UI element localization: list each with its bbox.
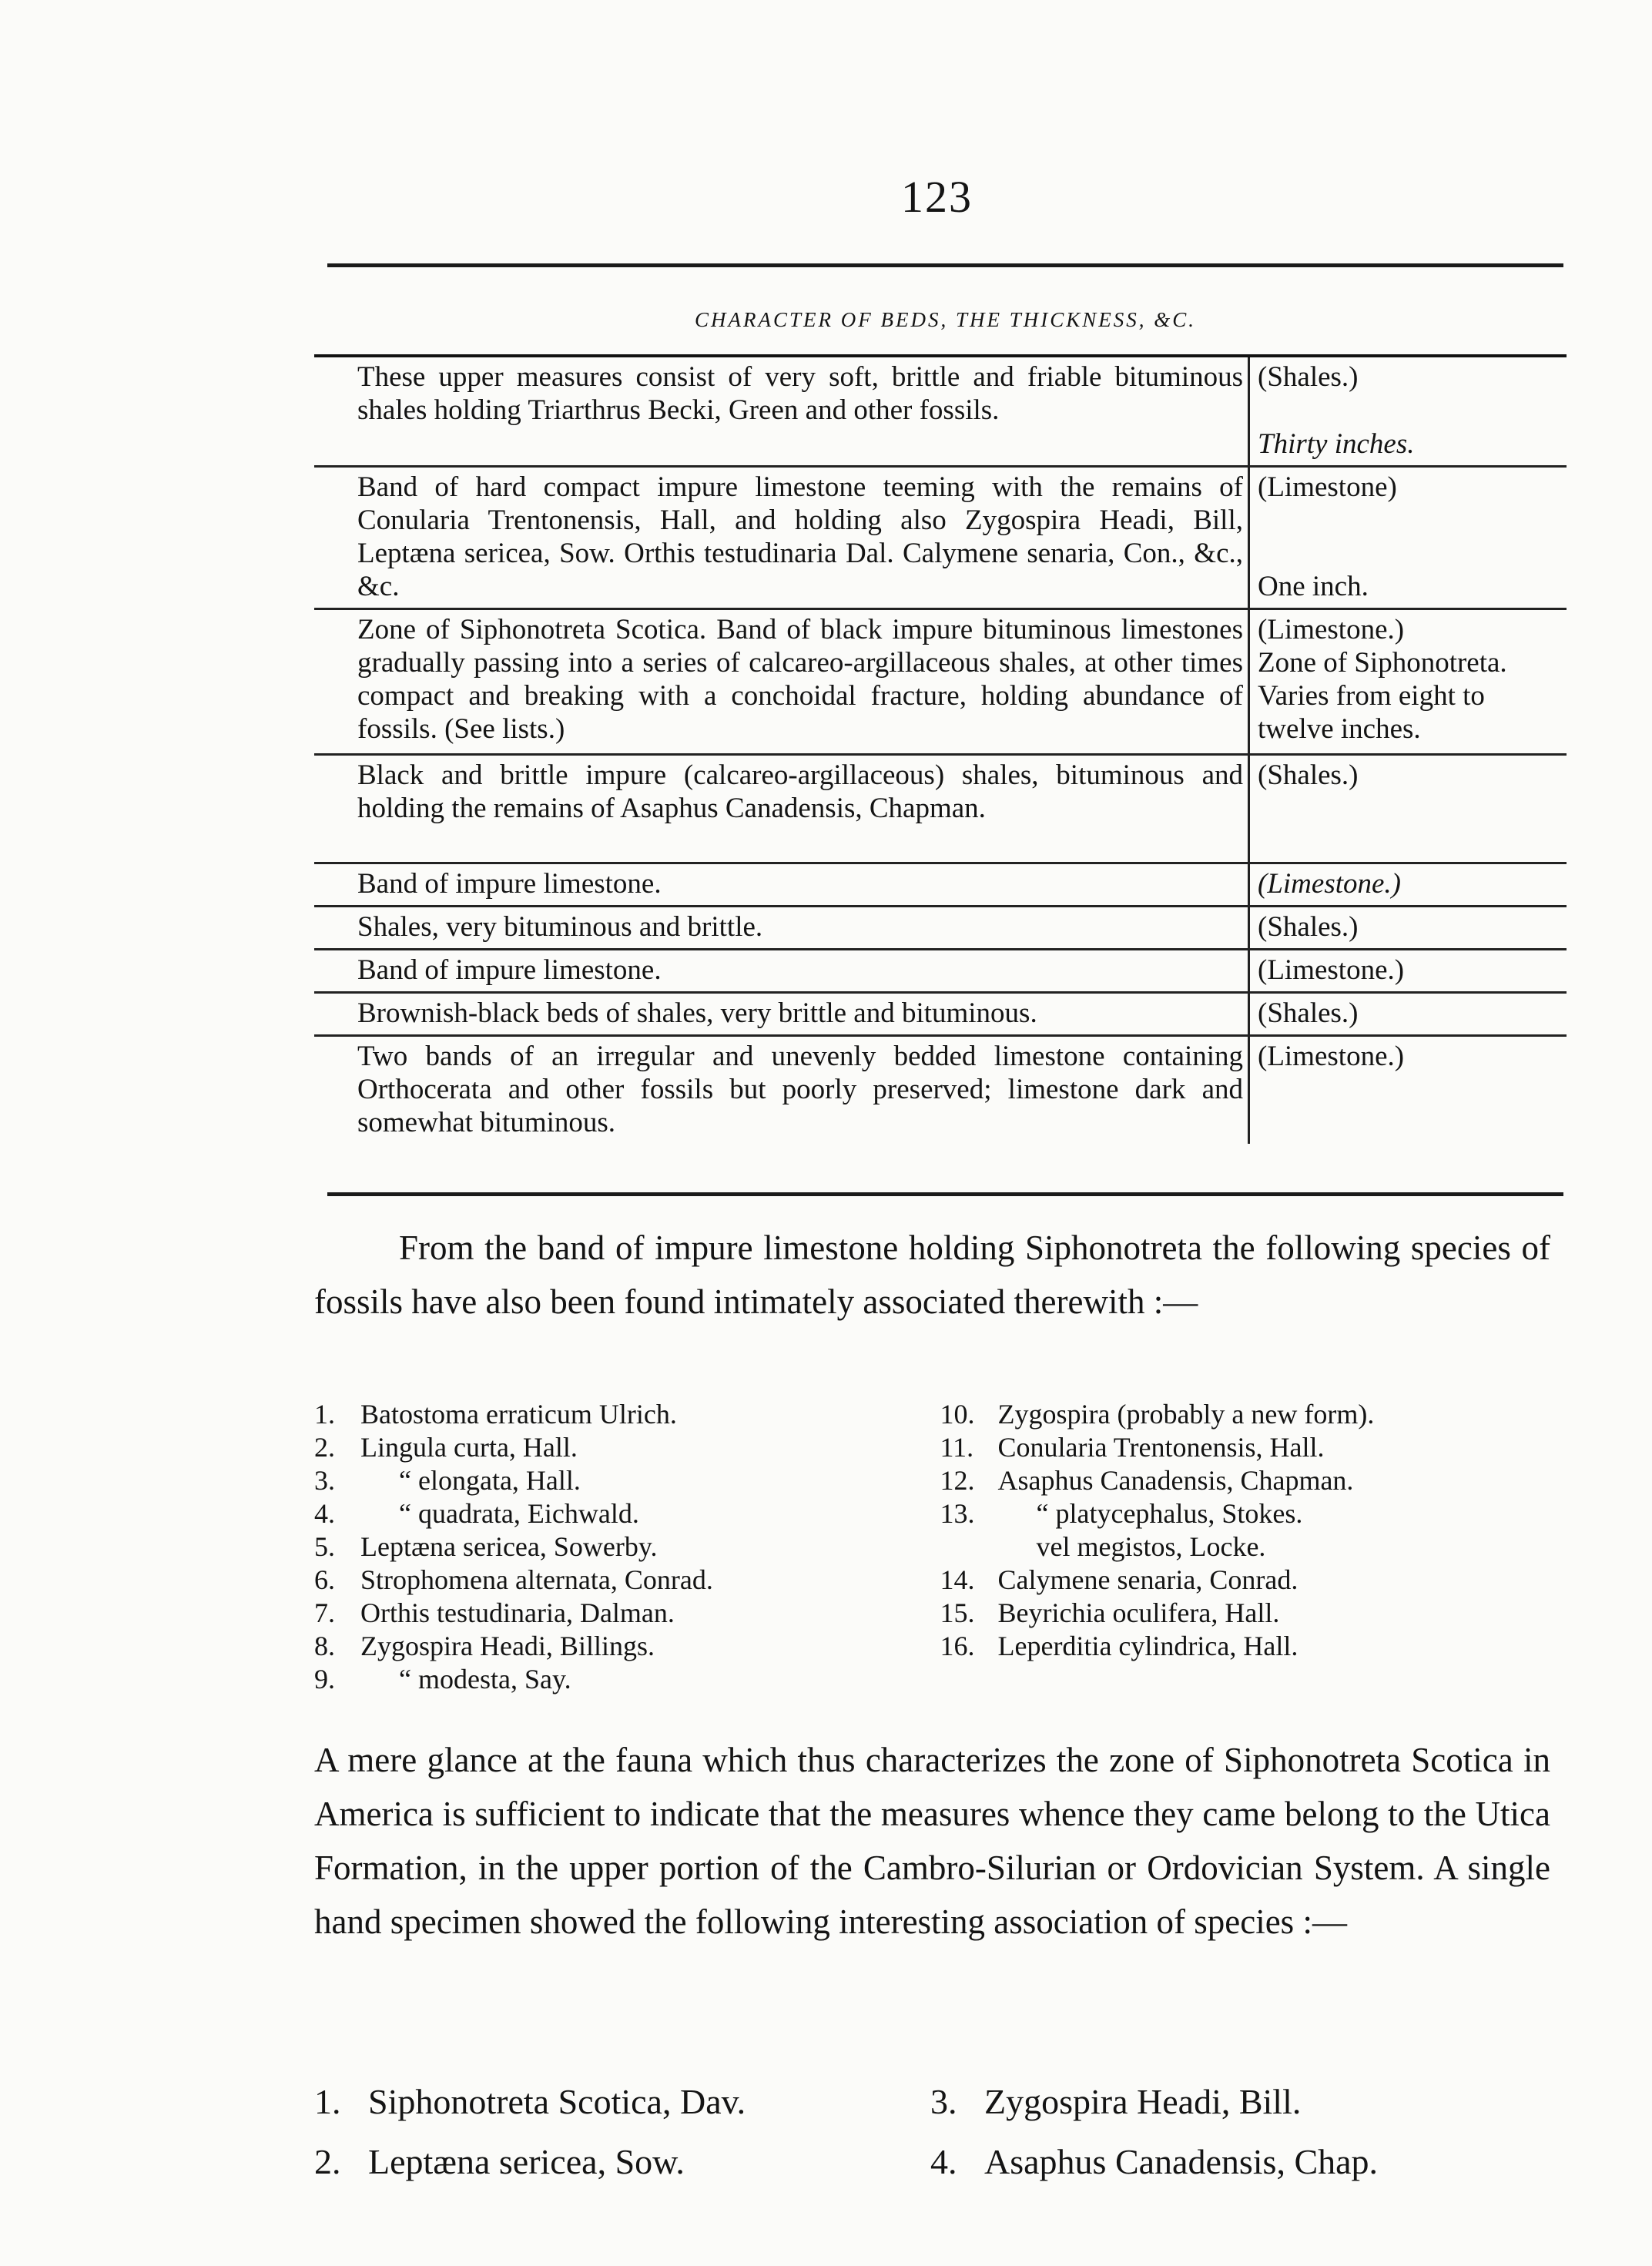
list-item	[930, 2072, 1546, 2132]
list-item	[314, 1663, 940, 1696]
table-row	[314, 1036, 1567, 1145]
list-item	[314, 1597, 940, 1630]
item-number: 2.	[314, 1432, 335, 1463]
association-right	[930, 2072, 1546, 2192]
page-number: 123	[901, 172, 973, 222]
list-item	[314, 1431, 940, 1464]
description-text: Black and brittle impure (calcareo-argillaceous) shales, bituminous and holding the remains of Asaphus Canadensis, Chapman.	[357, 759, 1243, 824]
bed-kind: (Shales.)	[1258, 361, 1359, 393]
list-item	[940, 1464, 1567, 1497]
item-text: Asaphus Canadensis, Chap.	[984, 2142, 1379, 2181]
list-item	[314, 1398, 940, 1431]
table-row	[314, 755, 1567, 863]
item-text: Zygospira Headi, Billings.	[360, 1631, 655, 1661]
item-number: 16.	[940, 1631, 975, 1661]
item-text: “ modesta, Say.	[399, 1664, 571, 1694]
item-text: Calymene senaria, Conrad.	[997, 1564, 1298, 1595]
item-text: Lingula curta, Hall.	[360, 1432, 578, 1463]
item-number: 8.	[314, 1631, 335, 1661]
table-row	[314, 993, 1567, 1036]
bed-kind: (Shales.)	[1258, 911, 1359, 943]
row-description	[314, 1036, 1249, 1145]
row-description	[314, 356, 1249, 467]
row-description	[314, 950, 1249, 993]
list-item	[940, 1564, 1567, 1597]
row-thickness	[1249, 609, 1567, 755]
description-text: Shales, very bituminous and brittle.	[357, 911, 763, 943]
item-text: Zygospira (probably a new form).	[997, 1399, 1375, 1430]
item-text: Leptæna sericea, Sow.	[368, 2142, 685, 2181]
item-number: 4.	[314, 1498, 335, 1529]
bed-kind: (Limestone)	[1258, 471, 1397, 503]
item-text: Orthis testudinaria, Dalman.	[360, 1597, 675, 1628]
item-number: 3.	[930, 2082, 957, 2121]
list-item	[314, 2132, 930, 2192]
item-number: 7.	[314, 1597, 335, 1628]
row-description	[314, 467, 1249, 609]
fossil-list-left	[314, 1398, 940, 1696]
item-text: “ quadrata, Eichwald.	[399, 1498, 639, 1529]
description-text: Band of impure limestone.	[357, 868, 662, 900]
top-rule	[327, 263, 1563, 267]
table-row	[314, 609, 1567, 755]
list-item	[314, 1630, 940, 1663]
association-list	[314, 2072, 1550, 2192]
row-thickness	[1249, 950, 1567, 993]
bed-kind: (Limestone.)	[1258, 868, 1401, 900]
beds-table	[314, 354, 1567, 1144]
list-item	[940, 1630, 1567, 1663]
list-item	[314, 1464, 940, 1497]
item-number: 3.	[314, 1465, 335, 1496]
row-description	[314, 907, 1249, 950]
row-description	[314, 863, 1249, 907]
item-text: “ elongata, Hall.	[399, 1465, 581, 1496]
bed-kind: (Limestone.)	[1258, 614, 1405, 645]
association-left	[314, 2072, 930, 2192]
bed-kind: (Shales.)	[1258, 997, 1359, 1029]
item-number: 6.	[314, 1564, 335, 1595]
description-text: Band of impure limestone.	[357, 954, 662, 986]
list-item	[940, 1530, 1567, 1564]
item-text: Conularia Trentonensis, Hall.	[997, 1432, 1325, 1463]
item-number: 11.	[940, 1432, 974, 1463]
row-thickness	[1249, 907, 1567, 950]
row-description	[314, 609, 1249, 755]
bed-thickness: Varies from eight to twelve inches.	[1258, 680, 1485, 745]
row-thickness	[1249, 993, 1567, 1036]
list-item	[930, 2132, 1546, 2192]
row-description	[314, 993, 1249, 1036]
item-number: 14.	[940, 1564, 975, 1595]
row-thickness	[1249, 1036, 1567, 1145]
row-description	[314, 755, 1249, 863]
list-item	[314, 1530, 940, 1564]
item-text: Beyrichia oculifera, Hall.	[997, 1597, 1280, 1628]
table-row	[314, 950, 1567, 993]
item-text: vel megistos, Locke.	[1036, 1531, 1266, 1562]
bed-thickness: Thirty inches.	[1258, 428, 1415, 460]
list-item	[314, 1564, 940, 1597]
table-heading: CHARACTER OF BEDS, THE THICKNESS, &C.	[694, 308, 1196, 331]
item-text: “ platycephalus, Stokes.	[1036, 1498, 1303, 1529]
row-thickness	[1249, 356, 1567, 467]
list-item	[940, 1497, 1567, 1530]
description-text: These upper measures consist of very soft, brittle and friable bituminous shales holding Triarthrus Becki, Green and other fossils.	[357, 361, 1243, 426]
bottom-rule	[327, 1192, 1563, 1196]
item-text: Strophomena alternata, Conrad.	[360, 1564, 713, 1595]
table-row	[314, 863, 1567, 907]
item-text: Siphonotreta Scotica, Dav.	[368, 2082, 746, 2121]
bed-kind: (Limestone.)	[1258, 954, 1405, 986]
fossil-list-right	[940, 1398, 1567, 1696]
bed-kind: (Shales.)	[1258, 759, 1359, 791]
description-text: Brownish-black beds of shales, very brittle and bituminous.	[357, 997, 1037, 1029]
list-item	[314, 1497, 940, 1530]
conclusion-paragraph: A mere glance at the fauna which thus characterizes the zone of Siphonotreta Scotica in America is sufficient to indicate that the measures whence they came belong to the Utica Formation, in the upper portion of the Cambro-Silurian or Ordovician System. A single hand specimen showed the following interesting association of species :—	[314, 1741, 1550, 1941]
item-number: 15.	[940, 1597, 975, 1628]
list-item	[314, 2072, 930, 2132]
item-number: 9.	[314, 1664, 335, 1694]
item-text: Zygospira Headi, Bill.	[984, 2082, 1302, 2121]
table-row	[314, 907, 1567, 950]
zone-label: Zone of Siphonotreta.	[1258, 647, 1507, 679]
description-text: Band of hard compact impure limestone teeming with the remains of Conularia Trentonensis, Hall, and holding also Zygospira Headi, Bill, Leptæna sericea, Sow. Orthis testudinaria Dal. Calymene senaria, Con., &c., &c.	[357, 471, 1243, 602]
item-number	[940, 1530, 998, 1564]
intro-paragraph: From the band of impure limestone holding Siphonotreta the following species of fossils have also been found intimately associated therewith :—	[314, 1229, 1550, 1321]
item-number: 13.	[940, 1498, 975, 1529]
table-row	[314, 356, 1567, 467]
list-item	[940, 1431, 1567, 1464]
item-text: Leperditia cylindrica, Hall.	[997, 1631, 1298, 1661]
item-number: 1.	[314, 2082, 341, 2121]
table-row	[314, 467, 1567, 609]
description-text: Zone of Siphonotreta Scotica. Band of black impure bituminous limestones gradually passing into a series of calcareo-argillaceous shales, at other times compact and breaking with a conchoidal fracture, holding abundance of fossils. (See lists.)	[357, 614, 1243, 745]
item-number: 5.	[314, 1531, 335, 1562]
bed-thickness: One inch.	[1258, 571, 1369, 602]
row-thickness	[1249, 467, 1567, 609]
fossil-list	[314, 1398, 1566, 1696]
bed-kind: (Limestone.)	[1258, 1041, 1405, 1072]
description-text: Two bands of an irregular and unevenly bedded limestone containing Orthocerata and other fossils but poorly preserved; limestone dark and somewhat bituminous.	[357, 1041, 1243, 1138]
item-number: 10.	[940, 1399, 975, 1430]
item-number: 12.	[940, 1465, 975, 1496]
item-number: 4.	[930, 2142, 957, 2181]
list-item	[940, 1597, 1567, 1630]
item-number: 1.	[314, 1399, 335, 1430]
row-thickness	[1249, 755, 1567, 863]
row-thickness	[1249, 863, 1567, 907]
item-number: 2.	[314, 2142, 341, 2181]
item-text: Leptæna sericea, Sowerby.	[360, 1531, 658, 1562]
list-item	[940, 1398, 1567, 1431]
item-text: Batostoma erraticum Ulrich.	[360, 1399, 677, 1430]
item-text: Asaphus Canadensis, Chapman.	[997, 1465, 1354, 1496]
